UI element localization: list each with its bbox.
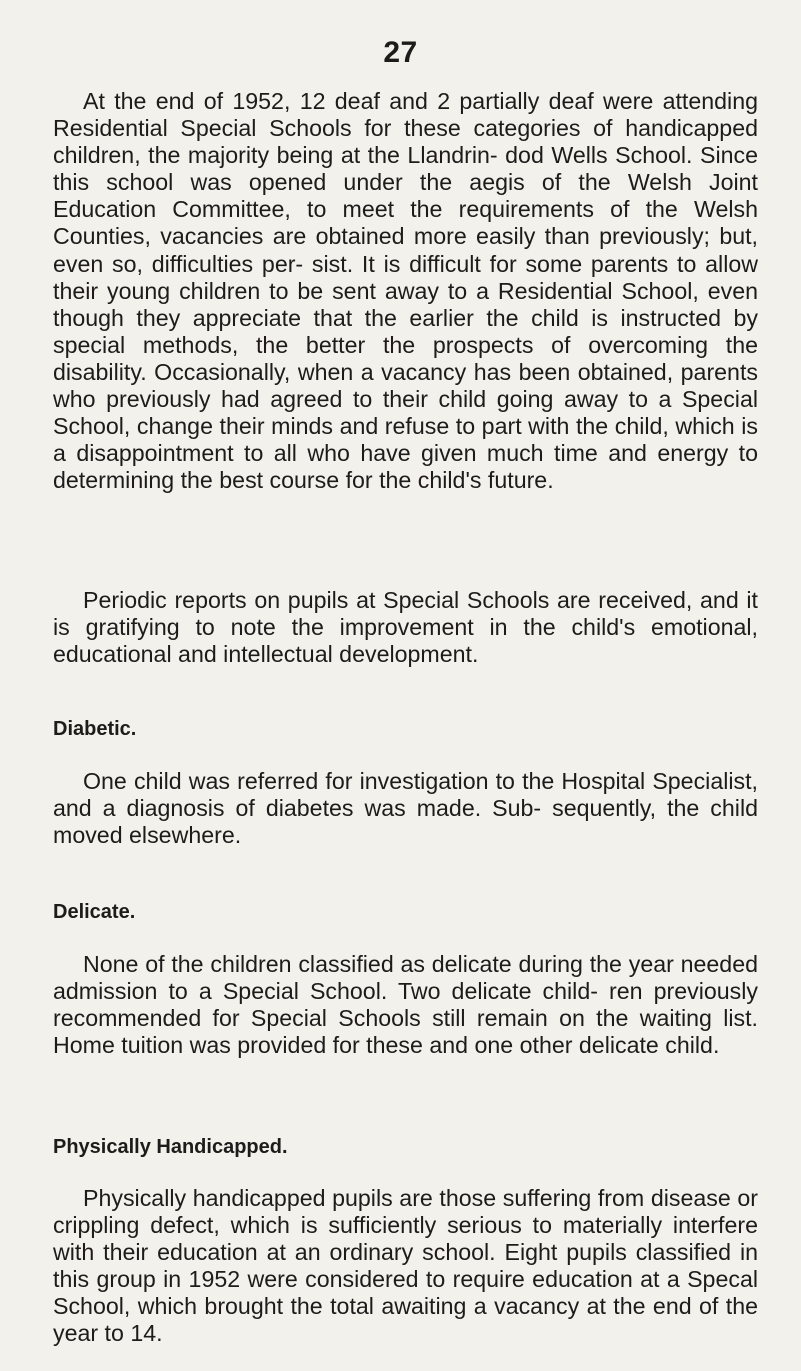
paragraph-residential-schools: At the end of 1952, 12 deaf and 2 partially deaf were attending Residential Special Schools for these categories of handicapped children, the majority being at the Llandrin- dod Wells School. Since this school was opened under the aegis of the Welsh Joint Education Committee, to meet the requirements of the Welsh Counties, vacancies are obtained more easily than previously; but, even so, difficulties per- sist. It is difficult for some parents to allow their young children to be sent away to a Residential School, even though they appreciate that the earlier the child is instructed by special methods, the better the prospects of overcoming the disability. Occasionally, when a vacancy has been obtained, parents who previously had agreed to their child going away to a Special School, change their minds and refuse to part with the child, which is a disappointment to all who have given much time and energy to determining the best course for the child's future. bbox=[53, 88, 758, 494]
heading-diabetic: Diabetic. bbox=[53, 718, 137, 740]
paragraph-diabetic: One child was referred for investigation to the Hospital Specialist, and a diagnosis of diabetes was made. Sub- sequently, the child moved elsewhere. bbox=[53, 768, 758, 849]
page-number: 27 bbox=[383, 36, 418, 69]
paragraph-periodic-reports: Periodic reports on pupils at Special Schools are received, and it is gratifying to note the improvement in the child's emotional, educational and intellectual development. bbox=[53, 587, 758, 668]
paragraph-physically-handicapped: Physically handicapped pupils are those suffering from disease or crippling defect, which is sufficiently serious to materially interfere with their education at an ordinary school. Eight pupils classified in this group in 1952 were considered to require education at a Specal School, which brought the total awaiting a vacancy at the end of the year to 14. bbox=[53, 1185, 758, 1347]
paragraph-delicate: None of the children classified as delicate during the year needed admission to a Special School. Two delicate child- ren previously recommended for Special Schools still remain on the waiting list. Home tuition was provided for these and one other delicate child. bbox=[53, 951, 758, 1059]
heading-physically-handicapped: Physically Handicapped. bbox=[53, 1136, 288, 1158]
heading-delicate: Delicate. bbox=[53, 901, 136, 923]
